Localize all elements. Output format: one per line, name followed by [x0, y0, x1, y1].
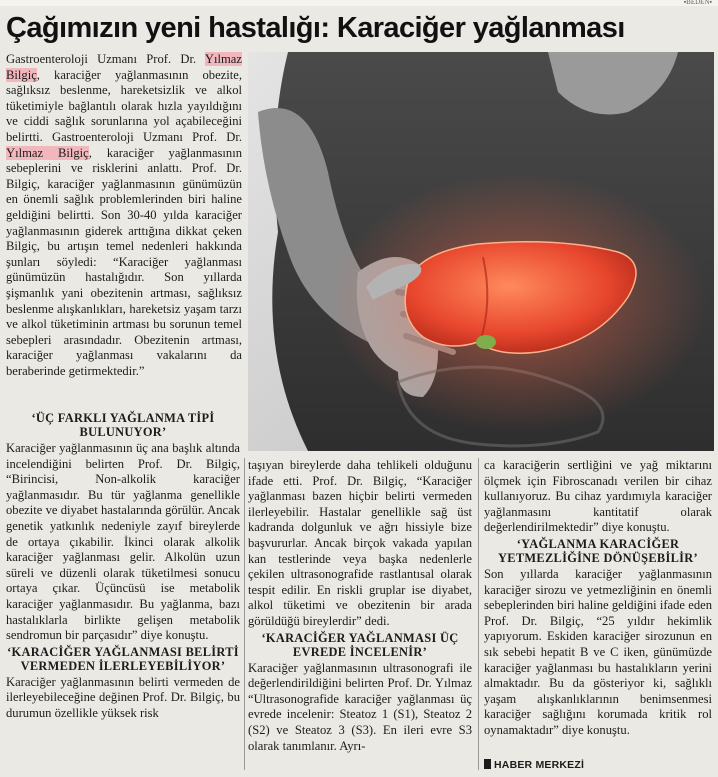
article-photo: [248, 52, 714, 451]
subheading-types: ‘ÜÇ FARKLI YAĞLANMA TİPİ BULUNUYOR’: [31, 411, 215, 439]
paragraph-risk: taşıyan bireylerde daha tehlikeli olduğunu ifade etti. Prof. Dr. Bilgiç, “Karaciğer yağlanması bazen hiçbir belirti vermeden ilerleyebilir. Hastalar genellikle sağ üst kadranda dolgunluk ve ağrı hissiyle bize başvururlar. Ancak birçok vakada yapılan kan testlerinde veya başka nedenlerle çekilen ultrasonografide rastlantısal olarak tespit edilir. En riskli gruplar ise diyabet, alkol tüketimi ve obezitenin bir arada görüldüğü bireylerdir” dedi.: [248, 458, 472, 628]
byline: [484, 758, 712, 772]
masthead-mark: ▪BEDEN▪: [683, 0, 712, 6]
column-3: [484, 458, 712, 758]
paragraph-stages: Karaciğer yağlanmasının ultrasonografi ile değerlendirildiğini belirten Prof. Dr. Yılmaz “Ultrasonografide karaciğer yağlanması üç evrede incelenir: Steatoz 1 (S1), Steatoz 2 (S2) ve Steatoz 3 (S3). En ileri evre S3 olarak tanımlanır. Ayrı-: [248, 660, 472, 753]
subheading-failure: ‘YAĞLANMA KARACİĞER YETMEZLİĞİNE DÖNÜŞEBİLİR’: [498, 536, 698, 565]
highlighted-name: Yılmaz Bilgiç: [6, 52, 242, 82]
paragraph-fibroscan: ca karaciğerin sertliğini ve yağ miktarını ölçmek için Fibroscanadı verilen bir cihaz kullanıyoruz. Bu cihaz yardımıyla karaciğer yağlanmasını kantitatif olarak değerlendirilmektedir” diye konuştu.: [484, 458, 712, 535]
highlighted-name: Yılmaz Bilgiç: [6, 145, 89, 160]
liver-illustration: [248, 52, 714, 451]
column-divider: [244, 458, 245, 770]
headline: Çağımızın yeni hastalığı: Karaciğer yağlanması: [6, 12, 625, 44]
byline-square-icon: [484, 759, 491, 769]
paragraph-types: Karaciğer yağlanmasının üç ana başlık altında incelendiğini belirten Prof. Dr. Bilgiç, “Birincisi, Non-alkolik karaciğer yağlanmasıdır. Bu tür yağlanma genellikle obezite ve diyabet hastalarında görülür. Ancak genetik yatkınlık nedeniyle zayıf bireylerde de ortaya çıkabilir. İkinci olarak alkolik karaciğer yağlanması gelir. Alkolün uzun süreli ve düzenli olarak tüketilmesi sonucu ortaya çıkar. Üçüncüsü ise metabolik karaciğer yağlanmasıdır. Bu yağlanma, bazı hastalıklarla birlikte gelişen metabolik sendromun bir parçasıdır” diye konuştu.: [6, 441, 240, 643]
column-divider: [478, 458, 479, 770]
subheading-symptoms: ‘KARACİĞER YAĞLANMASI BELİRTİ VERMEDEN İLERLEYEBİLİYOR’: [7, 644, 239, 673]
column-1-intro: [6, 52, 242, 410]
intro-paragraph: Gastroenteroloji Uzmanı Prof. Dr. Yılmaz Bilgiç, karaciğer yağlanmasının obezite, sağlıksız beslenme, hareketsizlik ve alkol tüketimiyle bağlantılı olarak hızla yayıldığını ve ciddi sağlık sorunlarına yol açabileceğini belirtti. Gastroenteroloji Uzmanı Prof. Dr. Yılmaz Bilgiç, karaciğer yağlanmasının sebeplerini ve risklerini anlattı. Prof. Dr. Bilgiç, karaciğer yağlanmasının günümüzün en önemli sağlık problemlerinden biri haline geldiğini belirtti. Son 30-40 yılda karaciğer yağlanmasının giderek arttığına dikkat çeken Bilgiç, bu artışın temel nedenleri hakkında şunları söyledi: “Karaciğer yağlanması günümüzün hastalığıdır. Son yıllarda şişmanlık yani obezitenin artması, sağlıksız beslenme alışkanlıkları, hareketsiz yaşam tarzı ve alkol tüketiminin artması bu sorunun temel sebepleri arasındadır. Obezitenin artması, karaciğer yağlanması vakalarını da beraberinde getirmektedir.”: [6, 52, 242, 378]
paragraph-failure: Son yıllarda karaciğer yağlanmasının karaciğer sirozu ve yetmezliğinin en önemli sebeplerinden biri haline geldiğini ifade eden Prof. Dr. Bilgiç, “25 yıldır hekimlik yapıyorum. Eskiden karaciğer sirozunun en sık sebebi hepatit B ve C iken, günümüzde karaciğer yağlanması bu hastalıkların yerini almaktadır. Bu da gösteriyor ki, sağlıklı yaşam alışkanlıklarının benimsenmesi karaciğer sağlığını korumada kritik rol oynamaktadır” diye konuştu.: [484, 566, 712, 737]
paragraph-symptoms: Karaciğer yağlanmasının belirti vermeden de ilerleyebileceğine değinen Prof. Dr. Bilgiç, bu durumun özellikle yüksek risk: [6, 674, 240, 720]
column-2: [248, 458, 472, 768]
column-1-continued: [6, 410, 240, 773]
byline-text: HABER MERKEZİ: [494, 759, 585, 771]
subheading-stages: ‘KARACİĞER YAĞLANMASI ÜÇ EVREDE İNCELENİR’: [261, 630, 459, 659]
